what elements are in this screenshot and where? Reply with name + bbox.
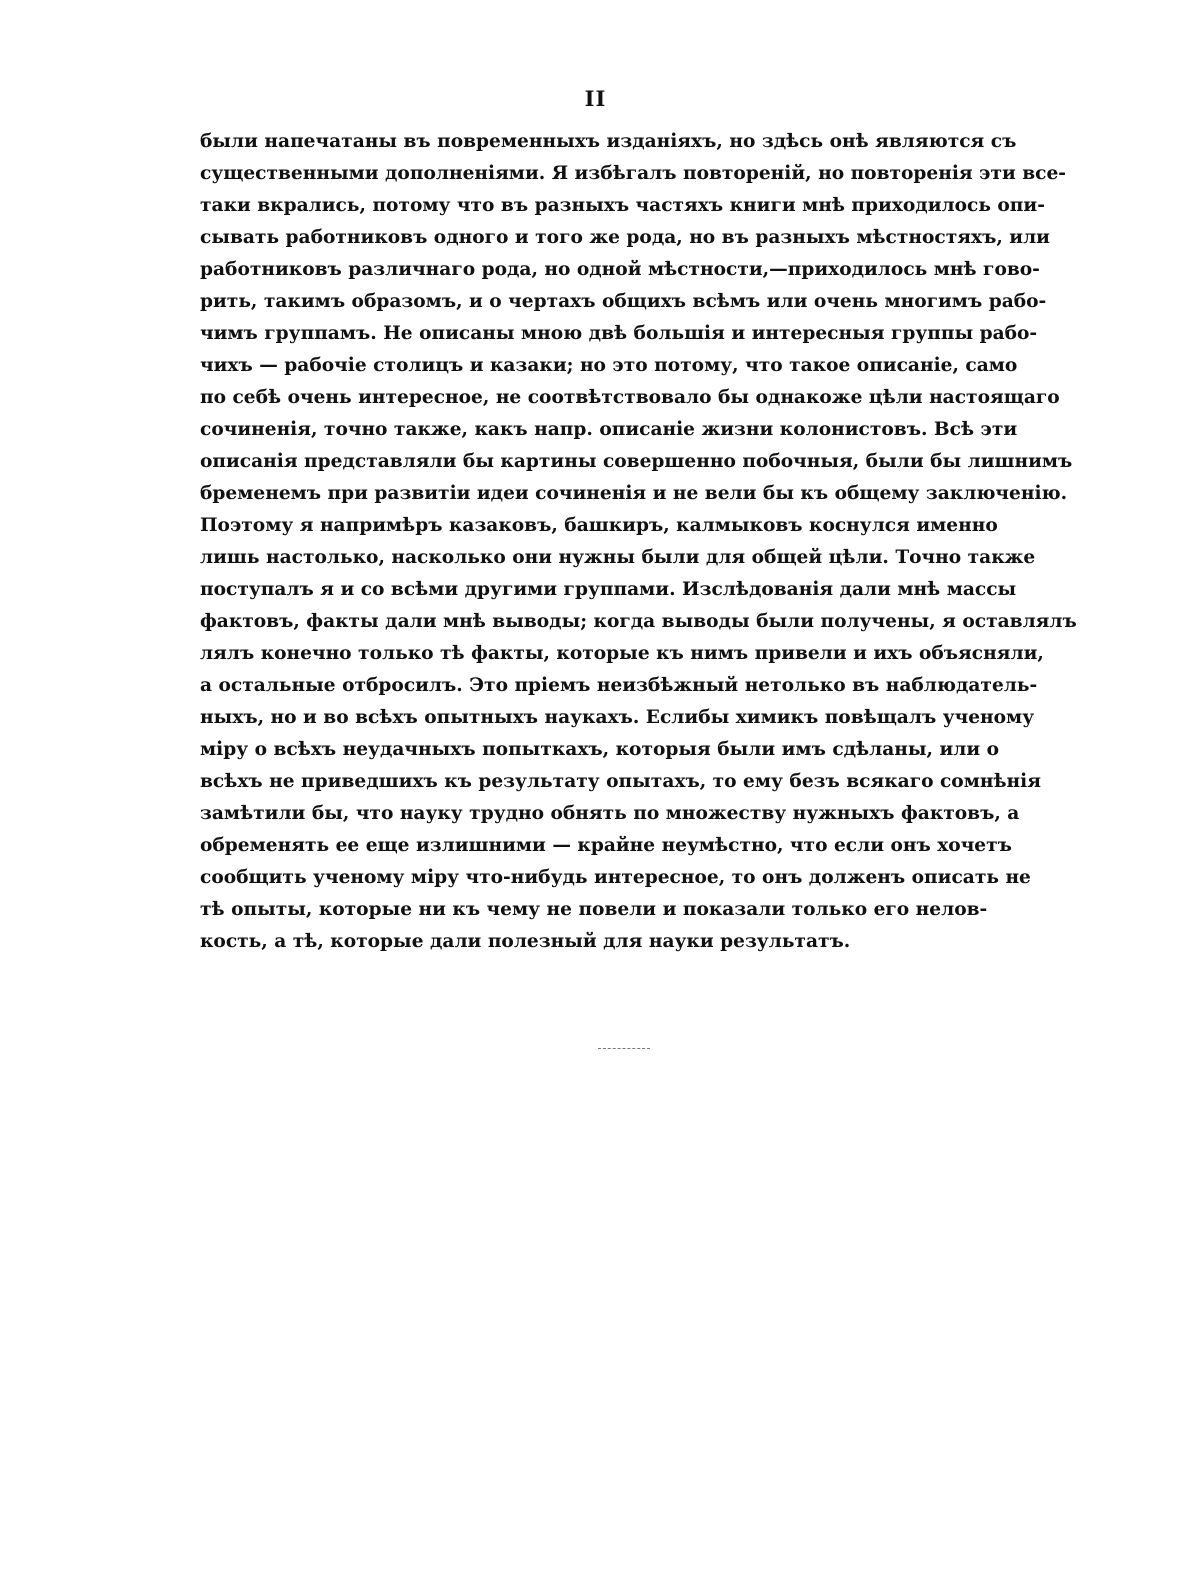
- text-line: работниковъ различнаго рода, но одной мѣстности,—приходилось мнѣ гово-: [200, 259, 1040, 280]
- text-line: тѣ опыты, которые ни къ чему не повели и показали только его нелов-: [200, 899, 988, 920]
- text-line: сообщить ученому міру что-нибудь интересное, то онъ долженъ описать не: [200, 867, 1031, 888]
- text-line: а остальные отбросилъ. Это пріемъ неизбѣжный нетолько въ наблюдатель-: [200, 675, 1038, 696]
- text-line: описанія представляли бы картины совершенно побочныя, были бы лишнимъ: [200, 451, 1073, 472]
- page-number: II: [584, 86, 607, 111]
- end-divider: [598, 1048, 650, 1049]
- text-line: сочиненія, точно также, какъ напр. описаніе жизни колонистовъ. Всѣ эти: [200, 419, 1018, 440]
- text-line: ныхъ, но и во всѣхъ опытныхъ наукахъ. Еслибы химикъ повѣщалъ ученому: [200, 707, 1035, 728]
- text-line: были напечатаны въ повременныхъ изданіяхъ, но здѣсь онѣ являются съ: [200, 131, 1017, 152]
- text-line: Поэтому я напримѣръ казаковъ, башкиръ, калмыковъ коснулся именно: [200, 515, 998, 536]
- text-line: всѣхъ не приведшихъ къ результату опытахъ, то ему безъ всякаго сомнѣнія: [200, 771, 1041, 792]
- text-line: бременемъ при развитіи идеи сочиненія и не вели бы къ общему заключенію.: [200, 483, 1068, 504]
- text-line: чихъ — рабочіе столицъ и казаки; но это потому, что такое описаніе, само: [200, 355, 1018, 376]
- text-line: замѣтили бы, что науку трудно обнять по множеству нужныхъ фактовъ, а: [200, 803, 1020, 824]
- text-line: сывать работниковъ одного и того же рода, но въ разныхъ мѣстностяхъ, или: [200, 227, 1050, 248]
- text-line: міру о всѣхъ неудачныхъ попыткахъ, которыя были имъ сдѣланы, или о: [200, 739, 1000, 760]
- text-line: существенными дополненіями. Я избѣгалъ повтореній, но повторенія эти все-: [200, 163, 1067, 184]
- text-line: лялъ конечно только тѣ факты, которые къ нимъ привели и ихъ объясняли,: [200, 643, 1044, 664]
- text-line: таки вкрались, потому что въ разныхъ частяхъ книги мнѣ приходилось опи-: [200, 195, 1045, 216]
- text-line: чимъ группамъ. Не описаны мною двѣ большія и интересныя группы рабо-: [200, 323, 1038, 344]
- text-line: обременять ее еще излишними — крайне неумѣстно, что если онъ хочетъ: [200, 835, 1012, 856]
- text-line: по себѣ очень интересное, не соотвѣтствовало бы однакоже цѣли настоящаго: [200, 387, 1060, 408]
- text-line: лишь настолько, насколько они нужны были для общей цѣли. Точно также: [200, 547, 1036, 568]
- body-text: [200, 126, 1077, 958]
- text-line: кость, а тѣ, которые дали полезный для науки результатъ.: [200, 931, 851, 952]
- text-line: рить, такимъ образомъ, и о чертахъ общихъ всѣмъ или очень многимъ рабо-: [200, 291, 1047, 312]
- text-line: поступалъ я и со всѣми другими группами. Изслѣдованія дали мнѣ массы: [200, 579, 1017, 600]
- text-line: фактовъ, факты дали мнѣ выводы; когда выводы были получены, я оставлялъ: [200, 611, 1077, 632]
